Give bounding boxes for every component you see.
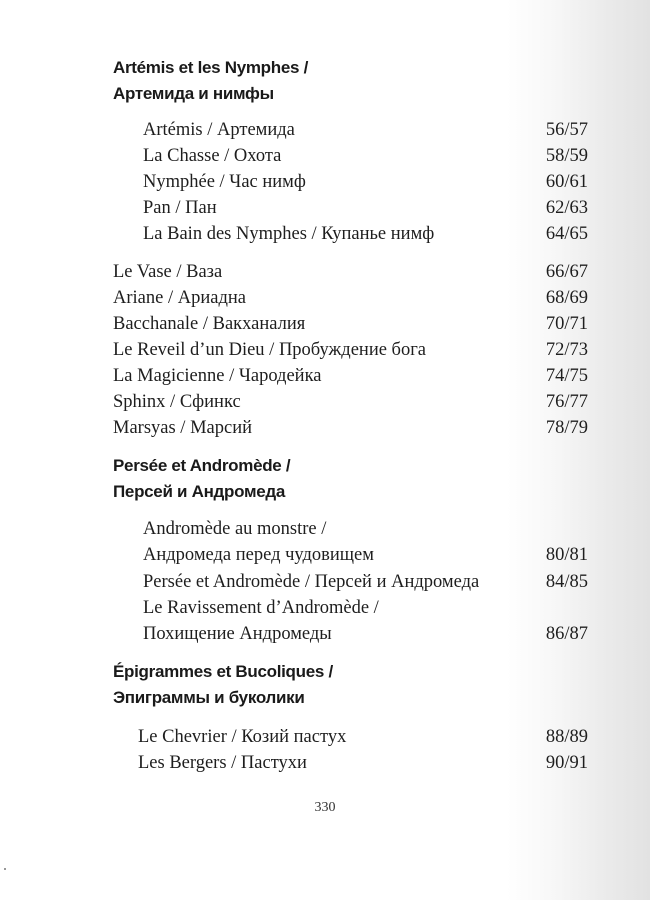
toc-entry-pages: 86/87 — [545, 624, 588, 644]
section-heading-ru: Артемида и нимфы — [113, 84, 274, 103]
toc-entry-title: Sphinx / Сфинкс — [113, 392, 241, 412]
toc-entry-pages: 88/89 — [545, 727, 588, 747]
toc-entry-pages: 90/91 — [545, 753, 588, 773]
toc-entry-title: Nymphée / Час нимф — [143, 172, 306, 192]
toc-entry-pages: 60/61 — [545, 172, 588, 192]
toc-entry-title: La Magicienne / Чародейка — [113, 366, 322, 386]
toc-entry-pages: 80/81 — [545, 545, 588, 565]
toc-entry-title: La Bain des Nymphes / Купанье нимф — [143, 224, 435, 244]
toc-entry-title: Похищение Андромеды — [143, 624, 332, 644]
toc-entry-pages: 64/65 — [545, 224, 588, 244]
stray-mark — [4, 868, 6, 870]
section-heading-fr: Artémis et les Nymphes / — [113, 58, 308, 77]
toc-entry-title: La Chasse / Охота — [143, 146, 282, 166]
section-heading-ru: Эпиграммы и буколики — [113, 688, 305, 707]
toc-entry-title: Bacchanale / Вакханалия — [113, 314, 306, 334]
section-heading-ru: Персей и Андромеда — [113, 482, 286, 501]
toc-entry-pages: 56/57 — [545, 120, 588, 140]
section-heading-fr: Épigrammes et Bucoliques / — [113, 662, 333, 681]
toc-entry-pages: 66/67 — [545, 262, 588, 282]
toc-entry-title: Le Reveil d’un Dieu / Пробуждение бога — [113, 340, 427, 360]
toc-entry-pages: 78/79 — [545, 418, 588, 438]
toc-entry-title-line1: Andromède au monstre / — [143, 519, 327, 539]
section-heading-fr: Persée et Andromède / — [113, 456, 291, 475]
toc-entry-pages: 68/69 — [545, 288, 588, 308]
toc-entry-title: Pan / Пан — [143, 198, 217, 218]
toc-entry-pages: 72/73 — [545, 340, 588, 360]
page-number: 330 — [314, 800, 336, 815]
toc-entry-title: Les Bergers / Пастухи — [138, 753, 307, 773]
toc-entry-title: Ariane / Ариадна — [113, 288, 246, 308]
toc-entry-title-line1: Le Ravissement d’Andromède / — [143, 598, 379, 618]
toc-entry-title: Le Chevrier / Козий пастух — [138, 727, 347, 747]
toc-entry-title: Persée et Andromède / Персей и Андромеда — [143, 572, 480, 592]
toc-entry-title: Le Vase / Ваза — [113, 262, 223, 282]
toc-entry-title: Андромеда перед чудовищем — [143, 545, 374, 565]
toc-entry-pages: 58/59 — [545, 146, 588, 166]
toc-entry-pages: 70/71 — [545, 314, 588, 334]
toc-entry-pages: 84/85 — [545, 572, 588, 592]
toc-entry-title: Marsyas / Марсий — [113, 418, 252, 438]
toc-entry-pages: 76/77 — [545, 392, 588, 412]
toc-entry-title: Artémis / Артемида — [143, 120, 295, 140]
toc-entry-pages: 74/75 — [545, 366, 588, 386]
toc-entry-pages: 62/63 — [545, 198, 588, 218]
